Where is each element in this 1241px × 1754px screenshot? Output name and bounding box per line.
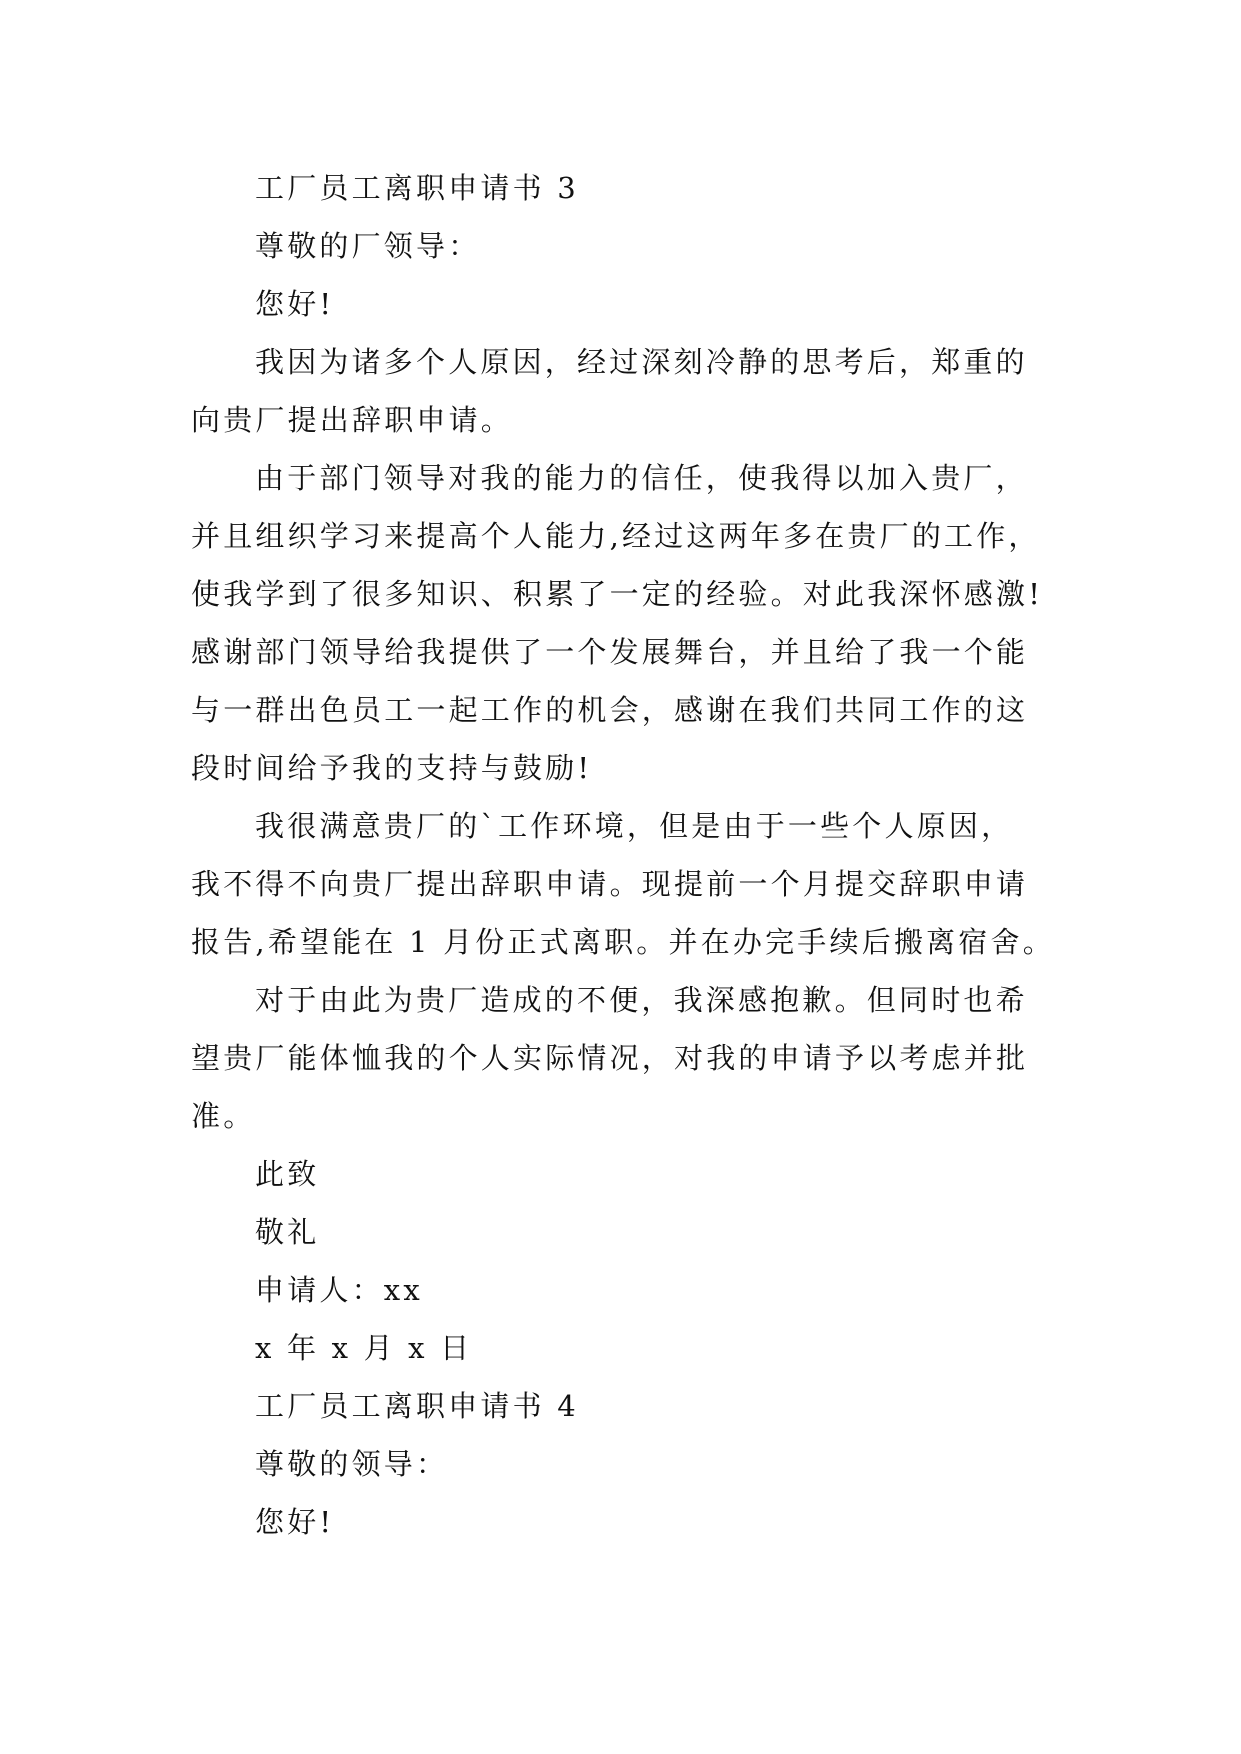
date-line: x 年 x 月 x 日 (255, 1331, 473, 1365)
paragraph-line: 使我学到了很多知识、积累了一定的经验。对此我深怀感激! (191, 577, 1044, 611)
letter-3-salutation: 尊敬的厂领导： (255, 229, 481, 263)
paragraph-line: 我不得不向贵厂提出辞职申请。现提前一个月提交辞职申请 (191, 867, 1029, 901)
paragraph-line: 并且组织学习来提高个人能力,经过这两年多在贵厂的工作， (191, 519, 1041, 553)
paragraph-line: 段时间给予我的支持与鼓励! (191, 751, 593, 785)
applicant-line: 申请人：xx (255, 1273, 423, 1307)
letter-3-greeting: 您好! (255, 287, 335, 321)
letter-3-title: 工厂员工离职申请书 3 (255, 171, 579, 205)
paragraph-line: 向贵厂提出辞职申请。 (191, 403, 514, 437)
letter-4-title: 工厂员工离职申请书 4 (255, 1389, 579, 1423)
paragraph-line: 与一群出色员工一起工作的机会，感谢在我们共同工作的这 (191, 693, 1029, 727)
paragraph-line: 对于由此为贵厂造成的不便，我深感抱歉。但同时也希 (255, 983, 1028, 1017)
paragraph-line: 报告,希望能在 1 月份正式离职。并在办完手续后搬离宿舍。 (191, 925, 1055, 959)
paragraph-2 (191, 449, 1051, 797)
closing-line-2: 敬礼 (255, 1215, 320, 1249)
paragraph-line: 望贵厂能体恤我的个人实际情况，对我的申请予以考虑并批 (191, 1041, 1029, 1075)
paragraph-line: 准。 (191, 1099, 256, 1133)
paragraph-line: 感谢部门领导给我提供了一个发展舞台，并且给了我一个能 (191, 635, 1029, 669)
document-body (191, 159, 1055, 1551)
closing-line-1: 此致 (255, 1157, 320, 1191)
letter-4-greeting: 您好! (255, 1505, 335, 1539)
paragraph-line: 由于部门领导对我的能力的信任，使我得以加入贵厂， (255, 461, 1028, 495)
paragraph-line: 我因为诸多个人原因，经过深刻冷静的思考后，郑重的 (255, 345, 1028, 379)
paragraph-4 (191, 971, 1051, 1145)
letter-4-salutation: 尊敬的领导： (255, 1447, 449, 1481)
paragraph-line: 我很满意贵厂的`工作环境，但是由于一些个人原因， (255, 809, 1014, 843)
paragraph-3 (191, 797, 1055, 971)
paragraph-1 (191, 333, 1051, 449)
